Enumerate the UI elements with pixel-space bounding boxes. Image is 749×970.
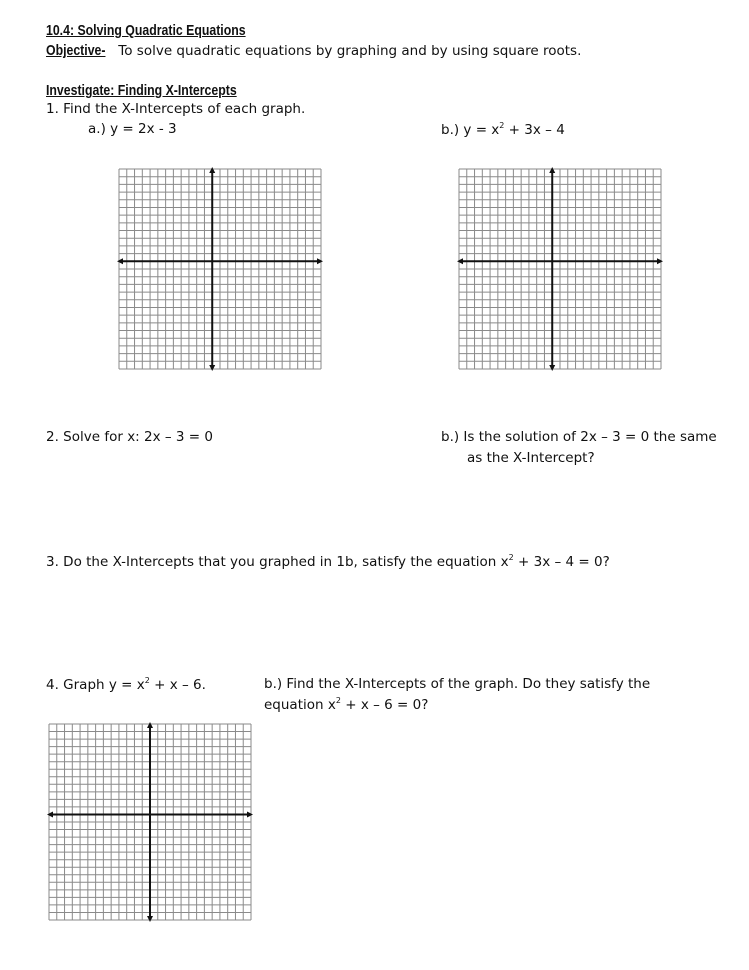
question-3: 3. Do the X-Intercepts that you graphed in 1b, satisfy the equation $x^2 + 3x - 4 = 0$? <box>46 553 610 570</box>
arrow-left-icon <box>457 258 463 264</box>
arrow-up-icon <box>209 167 215 173</box>
arrow-right-icon <box>317 258 323 264</box>
arrow-down-icon <box>147 916 153 922</box>
question-2b-line2: as the X-Intercept? <box>467 450 595 466</box>
arrow-right-icon <box>657 258 663 264</box>
arrow-up-icon <box>549 167 555 173</box>
question-2b-line1: b.) Is the solution of 2x – 3 = 0 the same <box>441 429 717 445</box>
arrow-down-icon <box>549 365 555 371</box>
question-2: 2. Solve for x: 2x – 3 = 0 <box>46 429 214 445</box>
objective <box>46 42 581 59</box>
question-1: 1. Find the X-Intercepts of each graph. <box>46 101 306 117</box>
objective-text: To solve quadratic equations by graphing and by using square roots. <box>118 43 582 59</box>
arrow-down-icon <box>209 365 215 371</box>
objective-label: Objective- <box>46 42 106 59</box>
investigate-heading: Investigate: Finding X-Intercepts <box>46 82 237 99</box>
arrow-left-icon <box>117 258 123 264</box>
coordinate-grid-4 <box>46 721 254 923</box>
question-4b-line1: b.) Find the X-Intercepts of the graph. Do they satisfy the <box>264 676 651 692</box>
question-4b-line2: equation $x^2 + x - 6 = 0$? <box>264 696 429 713</box>
arrow-up-icon <box>147 722 153 728</box>
arrow-right-icon <box>247 811 253 817</box>
question-1b: b.) $y = x^2 + 3x - 4$ <box>441 121 565 138</box>
coordinate-grid-1a <box>116 166 324 372</box>
question-1a: a.) y = 2x - 3 <box>88 121 177 137</box>
arrow-left-icon <box>47 811 53 817</box>
coordinate-grid-1b <box>456 166 664 372</box>
question-4: 4. Graph $y = x^2 + x - 6$. <box>46 676 206 693</box>
page-title: 10.4: Solving Quadratic Equations <box>46 22 246 39</box>
